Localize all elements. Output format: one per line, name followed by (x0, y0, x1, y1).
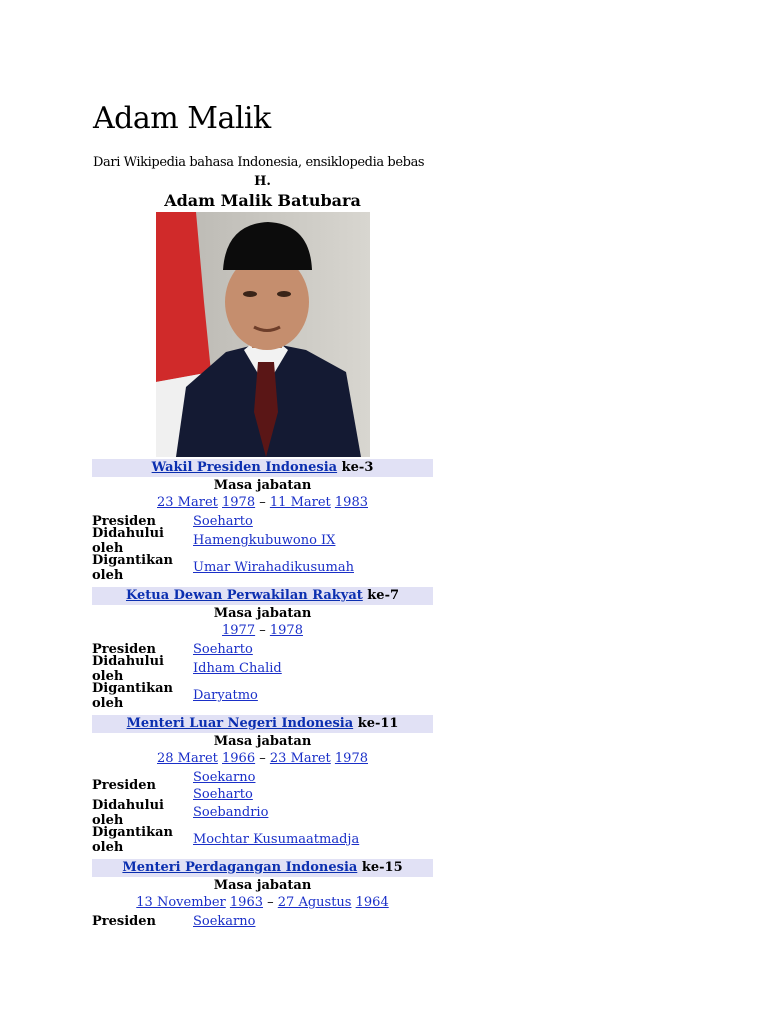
office-ordinal: ke-11 (357, 716, 399, 731)
term-dates (92, 494, 433, 512)
row-label: Didahului oleh (92, 797, 164, 828)
date-link[interactable]: 28 Maret (157, 751, 218, 766)
predecessor-row (92, 653, 433, 684)
presiden-link[interactable]: Soeharto (193, 514, 253, 529)
successor-row (92, 822, 433, 857)
row-label: Presiden (92, 914, 156, 929)
office-link[interactable]: Ketua Dewan Perwakilan Rakyat (125, 588, 363, 603)
office-ordinal: ke-3 (341, 460, 374, 475)
page-title: Adam Malik (93, 101, 271, 136)
year-link[interactable]: 1978 (269, 623, 303, 638)
infobox (92, 173, 433, 931)
row-label: Didahului oleh (92, 653, 164, 684)
successor-link[interactable]: Umar Wirahadikusumah (193, 560, 354, 575)
date-link[interactable]: 13 November (136, 895, 226, 910)
successor-link[interactable]: Mochtar Kusumaatmadja (193, 832, 360, 847)
date-separator: – (267, 895, 274, 910)
infobox-name-prefix: H. (254, 174, 271, 189)
date-link[interactable]: 23 Maret (157, 495, 218, 510)
year-link[interactable]: 1978 (222, 495, 256, 510)
office-ordinal: ke-15 (361, 860, 403, 875)
year-link[interactable]: 1978 (334, 751, 368, 766)
section-header-ketua-dpr (92, 587, 433, 605)
date-separator: – (259, 623, 266, 638)
row-label: Digantikan oleh (92, 552, 174, 583)
office-ordinal: ke-7 (367, 588, 400, 603)
year-link[interactable]: 1964 (355, 895, 389, 910)
presiden-link[interactable]: Soeharto (193, 642, 253, 657)
row-label: Presiden (92, 778, 156, 793)
successor-row (92, 550, 433, 585)
term-label: Masa jabatan (213, 734, 312, 749)
row-label: Presiden (92, 642, 156, 657)
predecessor-row (92, 525, 433, 556)
term-dates (92, 622, 433, 640)
section-header-menteri-perdagangan (92, 859, 433, 877)
year-link[interactable]: 1983 (334, 495, 368, 510)
date-link[interactable]: 27 Agustus (277, 895, 352, 910)
date-link[interactable]: 11 Maret (269, 495, 331, 510)
row-label: Didahului oleh (92, 525, 164, 556)
date-link[interactable]: 23 Maret (269, 751, 331, 766)
term-label: Masa jabatan (213, 878, 312, 893)
date-separator: – (259, 495, 266, 510)
predecessor-link[interactable]: Idham Chalid (193, 661, 282, 676)
row-label: Digantikan oleh (92, 824, 174, 855)
page-subtitle: Dari Wikipedia bahasa Indonesia, ensiklopedia bebas (93, 155, 425, 170)
section-header-menteri-luar-negeri (92, 715, 433, 733)
office-link[interactable]: Menteri Perdagangan Indonesia (122, 860, 358, 875)
row-label: Presiden (92, 514, 156, 529)
presiden-link[interactable]: Soekarno (193, 914, 256, 929)
presiden-link[interactable]: Soeharto (193, 786, 253, 802)
section-header-wakil-presiden (92, 459, 433, 477)
year-link[interactable]: 1977 (222, 623, 256, 638)
row-label: Digantikan oleh (92, 680, 174, 711)
date-separator: – (259, 751, 266, 766)
successor-link[interactable]: Daryatmo (193, 688, 258, 703)
term-label: Masa jabatan (213, 606, 312, 621)
predecessor-link[interactable]: Soebandrio (193, 805, 269, 820)
presiden-link[interactable]: Soekarno (193, 769, 256, 785)
office-link[interactable]: Menteri Luar Negeri Indonesia (126, 716, 354, 731)
year-link[interactable]: 1966 (222, 751, 256, 766)
term-dates (92, 894, 433, 912)
predecessor-row (92, 797, 433, 828)
term-label: Masa jabatan (213, 478, 312, 493)
term-dates (92, 750, 433, 768)
year-link[interactable]: 1963 (229, 895, 263, 910)
office-link[interactable]: Wakil Presiden Indonesia (151, 460, 338, 475)
successor-row (92, 678, 433, 713)
presiden-row (92, 912, 433, 931)
portrait-image (156, 212, 370, 457)
infobox-name: Adam Malik Batubara (164, 191, 361, 210)
predecessor-link[interactable]: Hamengkubuwono IX (193, 533, 336, 548)
